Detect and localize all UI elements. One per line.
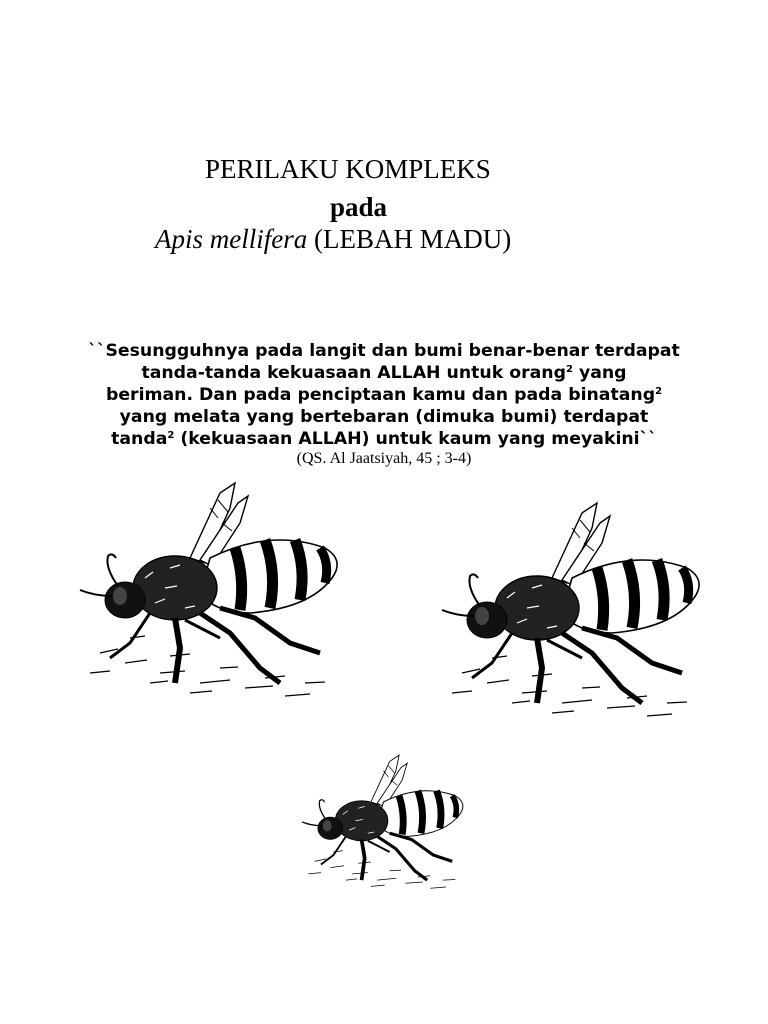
quote-citation: (QS. Al Jaatsiyah, 45 ; 3-4) — [296, 450, 472, 467]
title-line-1: PERILAKU KOMPLEKS — [205, 154, 491, 184]
quote-line: tanda-tanda kekuasaan ALLAH untuk orang$^2$ yang — [141, 363, 627, 383]
quote-line: tanda$^2$ (kekuasaan ALLAH) untuk kaum yang meyakini`` — [111, 429, 657, 449]
title-line-2: pada — [330, 192, 388, 222]
quote-line: beriman. Dan pada penciptaan kamu dan pada binatang$^2$ — [105, 385, 663, 405]
quote-line: yang melata yang bertebaran (dimuka bumi) terdapat — [119, 407, 649, 427]
common-name: (LEBAH MADU) — [307, 224, 512, 254]
title-line-3 — [155, 218, 511, 261]
bee-illustration — [432, 498, 717, 738]
bee-illustration — [265, 752, 505, 902]
quran-quote — [60, 340, 708, 450]
species-name: Apis mellifera — [155, 224, 308, 254]
bee-illustration — [70, 478, 355, 718]
quote-line: ``Sesungguhnya pada langit dan bumi benar-benar terdapat — [88, 341, 680, 361]
